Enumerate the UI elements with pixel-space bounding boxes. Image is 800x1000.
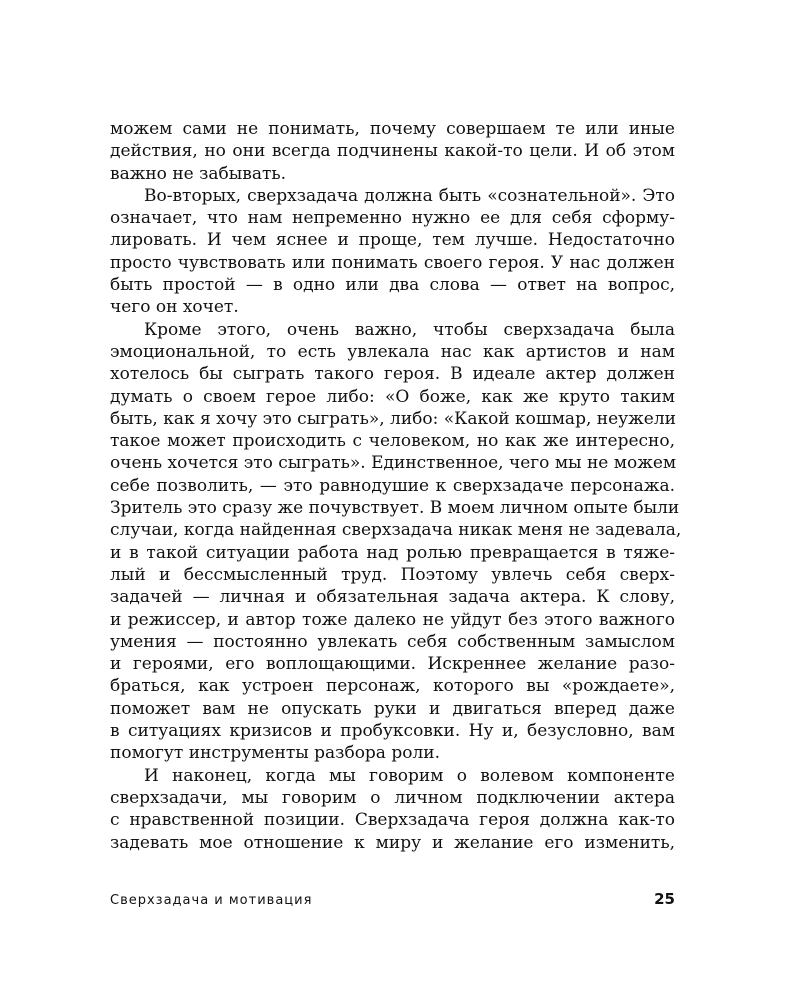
text-line: хотелось бы сыграть такого героя. В идеале актер должен [110, 364, 675, 385]
text-line: Во-вторых, сверхзадача должна быть «сознательной». Это [144, 185, 675, 206]
paragraph [110, 185, 675, 319]
text-line: очень хочется это сыграть». Единственное, чего мы не можем [110, 453, 677, 474]
paragraph [110, 319, 682, 765]
text-line: сверхзадачи, мы говорим о личном подключении актера [110, 787, 675, 808]
text-line: эмоциональной, то есть увлекала нас как артистов и нам [110, 341, 675, 362]
text-line: с нравственной позиции. Сверхзадача героя должна как-то [110, 810, 675, 831]
text-line: быть, как я хочу это сыграть», либо: «Какой кошмар, неужели [110, 408, 676, 429]
text-line: думать о своем герое либо: «О боже, как же круто таким [110, 386, 675, 407]
body-text [110, 118, 682, 854]
text-line: задевать мое отношение к миру и желание его изменить, [110, 832, 675, 853]
text-line: лировать. И чем яснее и проще, тем лучше. Недостаточно [110, 230, 675, 251]
text-line: и героями, его воплощающими. Искреннее желание разо- [110, 654, 675, 675]
running-title: Сверхзадача и мотивация [110, 893, 313, 908]
text-line: в ситуациях кризисов и пробуксовки. Ну и, безусловно, вам [110, 721, 675, 742]
text-line: умения — постоянно увлекать себя собственным замыслом [110, 631, 675, 652]
text-line: означает, что нам непременно нужно ее для себя сформу- [110, 208, 675, 229]
text-line: случаи, когда найденная сверхзадача никак меня не задевала, [110, 520, 682, 541]
text-line: просто чувствовать или понимать своего героя. У нас должен [110, 252, 675, 273]
text-line: можем сами не понимать, почему совершаем те или иные [110, 119, 675, 139]
text-line: лый и бессмысленный труд. Поэтому увлечь себя сверх- [110, 564, 675, 585]
text-line: быть простой — в одно или два слова — ответ на вопрос, [110, 275, 675, 296]
text-line: Кроме этого, очень важно, чтобы сверхзадача была [144, 319, 675, 340]
text-line: помогут инструменты разбора роли. [110, 743, 440, 764]
text-line: задачей — личная и обязательная задача актера. К слову, [110, 587, 675, 608]
text-line: себе позволить, — это равнодушие к сверхзадаче персонажа. [110, 475, 675, 496]
text-line: И наконец, когда мы говорим о волевом компоненте [144, 765, 675, 786]
text-line: и в такой ситуации работа над ролью превращается в тяже- [110, 542, 675, 563]
text-line: важно не забывать. [110, 163, 287, 184]
text-line: и режиссер, и автор тоже далеко не уйдут без этого важного [110, 609, 675, 630]
paragraph [110, 765, 675, 854]
text-line: Зритель это сразу же почувствует. В моем личном опыте были [110, 498, 680, 519]
page-number: 25 [654, 890, 675, 908]
text-line: чего он хочет. [110, 297, 239, 318]
text-line: поможет вам не опускать руки и двигаться вперед даже [110, 698, 675, 719]
text-line: действия, но они всегда подчинены какой-то цели. И об этом [110, 141, 675, 162]
text-line: браться, как устроен персонаж, которого вы «рождаете», [110, 676, 675, 697]
text-line: такое может происходить с человеком, но как же интересно, [110, 431, 675, 452]
paragraph [110, 118, 675, 185]
